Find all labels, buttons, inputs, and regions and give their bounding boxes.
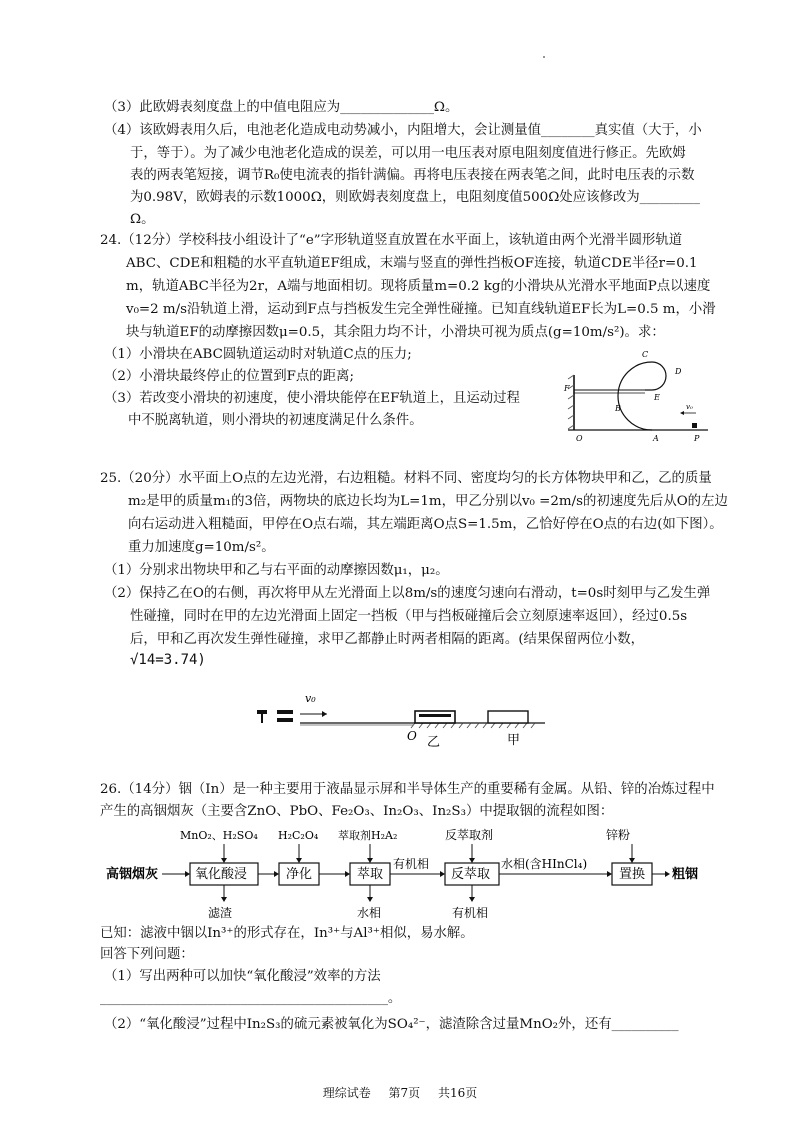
q24-sub3b: 中不脱离轨道，则小滑块的初速度满足什么条件。 bbox=[128, 413, 423, 428]
box-purify-label: 净化 bbox=[286, 867, 313, 882]
output-organic: 有机相 bbox=[452, 906, 489, 920]
q24-sub3a: （3）若改变小滑块的初速度，使小滑块能停在EF轨道上，且运动过程 bbox=[104, 391, 520, 406]
q24-sub2: （2）小滑块最终停止的位置到F点的距离; bbox=[104, 369, 354, 384]
q25-stem3: 向右运动进入粗糙面，甲停在O点右端，其左端距离O点S=1.5m，乙恰好停在O点的右边(如下图）。 bbox=[128, 517, 723, 532]
box-back-extract-label: 反萃取 bbox=[451, 867, 491, 882]
q25-sub2a: （2）保持乙在O的右侧，再次将甲从左光滑面上以8m/s的速度匀速向右滑动，t=0s时刻甲与乙发生弹 bbox=[104, 586, 711, 601]
footer-total: 共16页 bbox=[438, 1086, 478, 1100]
flow-end: 粗铟 bbox=[672, 867, 699, 882]
box-oxidative-leach-label: 氧化酸浸 bbox=[195, 867, 248, 882]
q24-sub1: （1）小滑块在ABC圆轨道运动时对轨道C点的压力; bbox=[104, 347, 412, 362]
q25-sub2b: 性碰撞，同时在甲的左边光滑面上固定一挡板（甲与挡板碰撞后会立刻原速率返回），经过0.5s bbox=[130, 609, 688, 624]
q26-stem2: 产生的高铟烟灰（主要含ZnO、PbO、Fe₂O₃、In₂O₃、In₂S₃）中提取铟的流程如图： bbox=[100, 804, 614, 819]
input-replace: 锌粉 bbox=[606, 828, 631, 842]
q24-stem2: ABC、CDE和粗糙的水平直轨道EF组成，末端与竖直的弹性挡板OF连接，轨道CDE半径r=0.1 bbox=[126, 256, 698, 271]
output-aqueous: 水相 bbox=[357, 906, 382, 920]
q25-sub1: （1）分别求出物块甲和乙与右平面的动摩擦因数μ₁，μ₂。 bbox=[104, 563, 449, 578]
input-purify: H₂C₂O₄ bbox=[278, 829, 319, 842]
q26-sub1: （1）写出两种可以加快“氧化酸浸”效率的方法 bbox=[104, 969, 381, 984]
q24-stem1: 24.（12分）学校科技小组设计了“e”字形轨道竖直放置在水平面上，该轨道由两个光滑半圆形轨道 bbox=[100, 233, 683, 248]
q26-known: 已知：滤液中铟以In³⁺的形式存在，In³⁺与Al³⁺相似，易水解。 bbox=[100, 926, 474, 941]
process-flowchart bbox=[100, 822, 720, 922]
input-leach: MnO₂、H₂SO₄ bbox=[180, 829, 258, 842]
q23-4-line2: 于，等于）。为了减少电池老化造成的误差，可以用一电压表对原电阻刻度值进行修正。先欧姆 bbox=[130, 146, 686, 161]
flow-start: 高铟烟灰 bbox=[106, 867, 159, 882]
q26-answer-prompt: 回答下列问题： bbox=[100, 947, 194, 962]
track-figure bbox=[560, 345, 710, 445]
output-residue: 滤渣 bbox=[208, 906, 233, 920]
blocks-figure bbox=[255, 690, 555, 750]
q24-stem4: v₀=2 m/s沿轨道上滑，运动到F点与挡板发生完全弹性碰撞。已知直线轨道EF长为L=0.5 m，小滑 bbox=[126, 302, 716, 317]
v0-label: v₀ bbox=[305, 692, 316, 705]
q23-4-line3: 表的两表笔短接，调节R₀使电流表的指针满偏。再将电压表接在两表笔之间，此时电压表的示数 bbox=[130, 168, 695, 183]
box-extract-label: 萃取 bbox=[357, 867, 384, 882]
label-C: C bbox=[642, 350, 649, 359]
block-jia-label: 甲 bbox=[507, 733, 521, 748]
input-back-extract: 反萃取剂 bbox=[445, 828, 494, 842]
q23-4-line5: Ω。 bbox=[130, 212, 155, 227]
label-v0: v₀ bbox=[686, 403, 693, 411]
footer-page: 第7页 bbox=[388, 1086, 421, 1100]
q25-stem4: 重力加速度g=10m/s²。 bbox=[128, 540, 275, 555]
point-O-label: O bbox=[407, 729, 417, 743]
q23-4-line1: （4）该欧姆表用久后，电池老化造成电动势减小，内阻增大，会让测量值________真实值（大于，小 bbox=[104, 123, 702, 138]
q23-3: （3）此欧姆表刻度盘上的中值电阻应为______________Ω。 bbox=[104, 100, 459, 115]
q25-stem2: m₂是甲的质量m₁的3倍，两物块的底边长均为L=1m，甲乙分别以v₀ =2m/s的初速度先后从O的左边 bbox=[128, 494, 728, 509]
label-A: A bbox=[653, 434, 659, 443]
q25-sub2c: 后，甲和乙再次发生弹性碰撞，求甲乙都静止时两者相隔的距离。(结果保留两位小数， bbox=[130, 632, 645, 647]
label-P: P bbox=[694, 434, 700, 443]
label-F: F bbox=[564, 384, 570, 393]
q26-stem1: 26.（14分）铟（In）是一种主要用于液晶显示屏和半导体生产的重要稀有金属。从铅、锌的冶炼过程中 bbox=[100, 782, 715, 797]
q23-4-line4: 为0.98V，欧姆表的示数1000Ω，则欧姆表刻度盘上，电阻刻度值500Ω处应该修改为_________ bbox=[130, 190, 700, 205]
label-E: E bbox=[654, 393, 660, 402]
mid-organic-label: 有机相 bbox=[393, 857, 430, 871]
page-footer bbox=[0, 1084, 800, 1101]
q26-sub1-blank: ___________________________________________。 bbox=[100, 991, 402, 1006]
label-D: D bbox=[675, 367, 682, 376]
label-B: B bbox=[615, 404, 621, 413]
q25-stem1: 25.（20分）水平面上O点的左边光滑，右边粗糙。材料不同、密度均匀的长方体物块甲和乙，乙的质量 bbox=[100, 471, 712, 486]
q24-stem5: 块与轨道EF的动摩擦因数μ=0.5，其余阻力均不计，小滑块可视为质点(g=10m/s²)。求： bbox=[126, 325, 665, 340]
box-replace-label: 置换 bbox=[619, 867, 646, 882]
speck bbox=[543, 56, 545, 58]
input-extract: 萃取剂H₂A₂ bbox=[338, 829, 398, 842]
footer-subject: 理综试卷 bbox=[322, 1086, 371, 1100]
label-O: O bbox=[576, 434, 583, 443]
block-yi-label: 乙 bbox=[427, 735, 441, 750]
sqrt-note: √14=3.74) bbox=[130, 652, 206, 668]
q26-sub2: （2）“氧化酸浸”过程中In₂S₃的硫元素被氧化为SO₄²⁻，滤渣除含过量MnO₂外，还有__________ bbox=[104, 1017, 679, 1032]
q24-stem3: m，轨道ABC半径为2r，A端与地面相切。现将质量m=0.2 kg的小滑块从光滑水平地面P点以速度 bbox=[126, 279, 711, 294]
mid-aqueous-label: 水相(含HInCl₄) bbox=[501, 857, 588, 871]
